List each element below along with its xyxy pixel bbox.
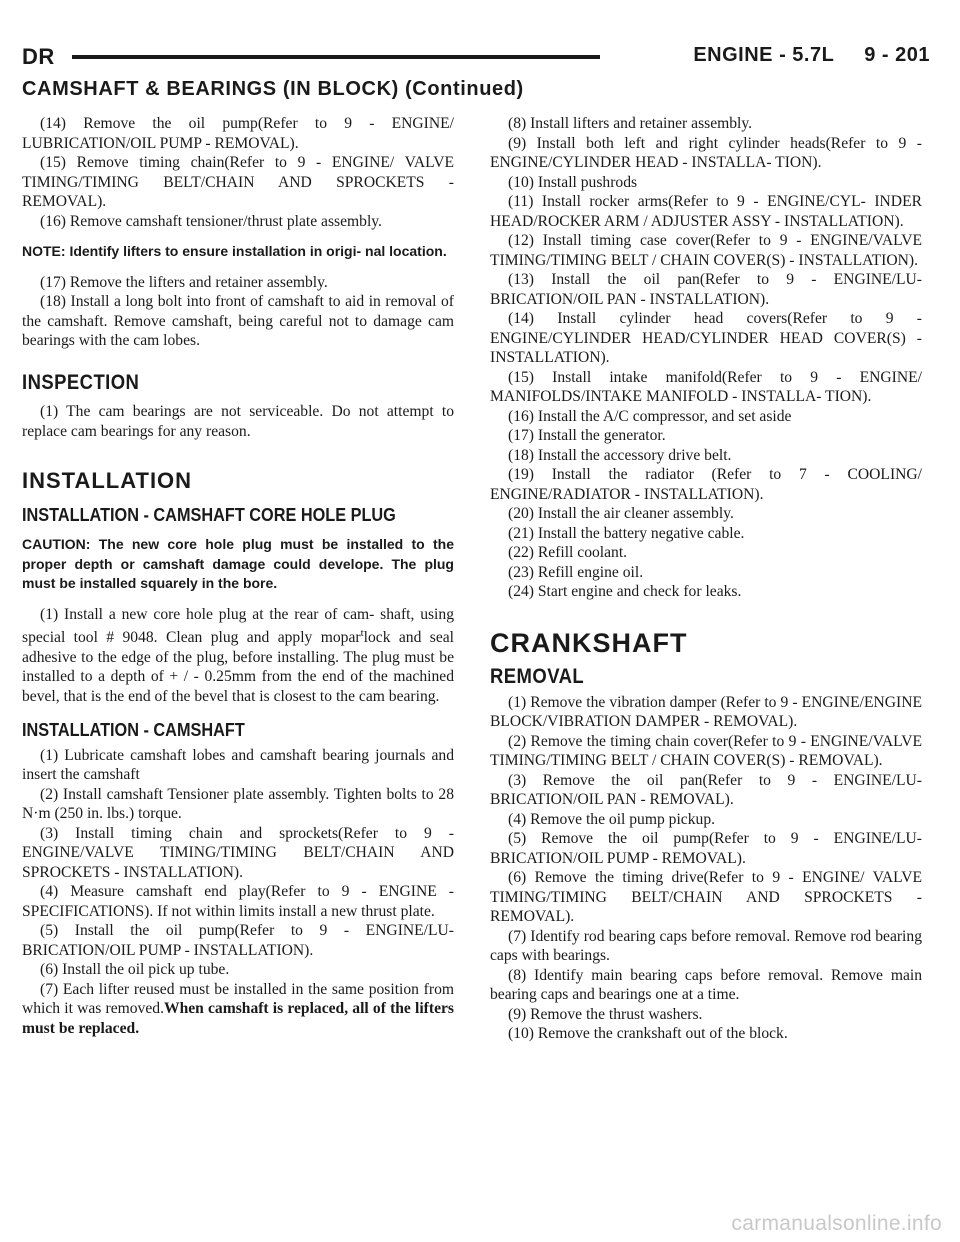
warning-text: When camshaft is replaced, all of the lifters must be replaced. [22, 1000, 454, 1037]
page-number: ENGINE - 5.7L 9 - 201 [693, 44, 930, 66]
step: (3) Remove the oil pan(Refer to 9 - ENGINE/LU- BRICATION/OIL PAN - REMOVAL). [490, 771, 922, 808]
step: (2) Install camshaft Tensioner plate assembly. Tighten bolts to 28 N·m (250 in. lbs.) torque. [22, 785, 454, 823]
note: NOTE: Identify lifters to ensure installation in origi- nal location. [22, 243, 447, 259]
step: (7) Identify rod bearing caps before removal. Remove rod bearing caps with bearings. [490, 927, 922, 964]
core-plug-heading: INSTALLATION - CAMSHAFT CORE HOLE PLUG [22, 503, 396, 525]
camshaft-install-heading: INSTALLATION - CAMSHAFT [22, 719, 245, 741]
step: (14) Install cylinder head covers(Refer to 9 - ENGINE/CYLINDER HEAD/CYLINDER HEAD COVER(S) - INSTALLATION). [490, 310, 922, 366]
step: (8) Install lifters and retainer assembly. [508, 115, 753, 132]
step: (11) Install rocker arms(Refer to 9 - ENGINE/CYL- INDER HEAD/ROCKER ARM / ADJUSTER ASSY - INSTALLATION). [490, 193, 922, 230]
step: (12) Install timing case cover(Refer to 9 - ENGINE/VALVE TIMING/TIMING BELT / CHAIN COVER(S) - INSTALLATION). [490, 232, 922, 269]
step: (22) Refill coolant. [508, 544, 628, 561]
step: (1) Lubricate camshaft lobes and camshaft bearing journals and insert the camshaft [22, 746, 454, 784]
step: (18) Install a long bolt into front of camshaft to aid in removal of the camshaft. Remove camshaft, being careful not to damage cam bearings with the cam lobes. [22, 293, 454, 349]
removal-heading: REMOVAL [490, 665, 585, 688]
step: (17) Remove the lifters and retainer assembly. [40, 273, 328, 291]
trademark-symbol: t [360, 627, 364, 639]
step: (3) Install timing chain and sprockets(Refer to 9 - ENGINE/VALVE TIMING/TIMING BELT/CHAIN AND SPROCKETS - INSTALLATION). [22, 824, 454, 881]
right-column [490, 114, 922, 1044]
step: (16) Remove camshaft tensioner/thrust plate assembly. [40, 212, 382, 230]
header-rule [72, 55, 600, 59]
step: (4) Measure camshaft end play(Refer to 9 - ENGINE - SPECIFICATIONS). If not within limits install a new thrust plate. [22, 883, 454, 920]
left-column [22, 114, 454, 1038]
crankshaft-heading: CRANKSHAFT [490, 627, 688, 658]
step: (4) Remove the oil pump pickup. [508, 810, 716, 828]
step: (1) The cam bearings are not serviceable. Do not attempt to replace cam bearings for any reason. [22, 403, 454, 440]
caution: CAUTION: The new core hole plug must be installed to the proper depth or camshaft damage could develope. The plug must be installed squarely in the bore. [22, 536, 454, 591]
step [22, 605, 454, 707]
page-header [22, 44, 930, 78]
watermark: carmanualsonline.info [731, 1212, 942, 1235]
step: (2) Remove the timing chain cover(Refer to 9 - ENGINE/VALVE TIMING/TIMING BELT / CHAIN COVER(S) - REMOVAL). [490, 732, 922, 769]
inspection-heading: INSPECTION [22, 370, 140, 394]
step-text: (7) Each lifter reused must be installed in the same position from which it was removed. [22, 980, 454, 1018]
step: (9) Remove the thrust washers. [508, 1005, 703, 1023]
step [22, 980, 454, 1039]
step: (21) Install the battery negative cable. [508, 524, 745, 542]
step: (13) Install the oil pan(Refer to 9 - ENGINE/LU- BRICATION/OIL PAN - INSTALLATION). [490, 271, 922, 308]
step: (17) Install the generator. [508, 427, 666, 444]
step: (5) Install the oil pump(Refer to 9 - ENGINE/LU- BRICATION/OIL PUMP - INSTALLATION). [22, 922, 454, 959]
step: (1) Remove the vibration damper (Refer to 9 - ENGINE/ENGINE BLOCK/VIBRATION DAMPER - REMOVAL). [490, 693, 922, 730]
step-text: lock and seal adhesive to the edge of the plug, before installing. The plug must be installed to a depth of + / - 0.25mm from the end of the machined bevel, that is the end of the bevel that is closest to the cam bearing. [22, 629, 455, 705]
step-text: (1) Install a new core hole plug at the rear of cam- shaft, using special tool # 9048. Clean plug and apply mopar [22, 605, 454, 647]
step: (6) Remove the timing drive(Refer to 9 - ENGINE/ VALVE TIMING/TIMING BELT/CHAIN AND SPROCKETS - REMOVAL). [490, 869, 922, 925]
step: (15) Remove timing chain(Refer to 9 - ENGINE/ VALVE TIMING/TIMING BELT/CHAIN AND SPROCKETS - REMOVAL). [22, 154, 454, 210]
step: (19) Install the radiator (Refer to 7 - COOLING/ ENGINE/RADIATOR - INSTALLATION). [490, 466, 922, 503]
step: (24) Start engine and check for leaks. [508, 583, 742, 600]
step: (5) Remove the oil pump(Refer to 9 - ENGINE/LU- BRICATION/OIL PUMP - REMOVAL). [490, 830, 922, 867]
step: (16) Install the A/C compressor, and set aside [508, 407, 792, 425]
running-title: CAMSHAFT & BEARINGS (IN BLOCK) (Continued) [22, 78, 524, 100]
step: (23) Refill engine oil. [508, 563, 644, 581]
step: (6) Install the oil pick up tube. [40, 961, 230, 979]
step: (9) Install both left and right cylinder heads(Refer to 9 - ENGINE/CYLINDER HEAD - INSTALLA- TION). [490, 134, 922, 171]
step: (8) Identify main bearing caps before removal. Remove main bearing caps and bearings one at a time. [490, 966, 922, 1003]
step: (15) Install intake manifold(Refer to 9 - ENGINE/ MANIFOLDS/INTAKE MANIFOLD - INSTALLA- TION). [490, 368, 922, 405]
step: (10) Install pushrods [508, 173, 638, 191]
step: (18) Install the accessory drive belt. [508, 446, 732, 464]
step: (14) Remove the oil pump(Refer to 9 - ENGINE/ LUBRICATION/OIL PUMP - REMOVAL). [22, 115, 454, 152]
installation-heading: INSTALLATION [22, 468, 193, 493]
section-code: DR [22, 44, 55, 69]
step: (20) Install the air cleaner assembly. [508, 505, 734, 522]
step: (10) Remove the crankshaft out of the block. [508, 1025, 788, 1042]
